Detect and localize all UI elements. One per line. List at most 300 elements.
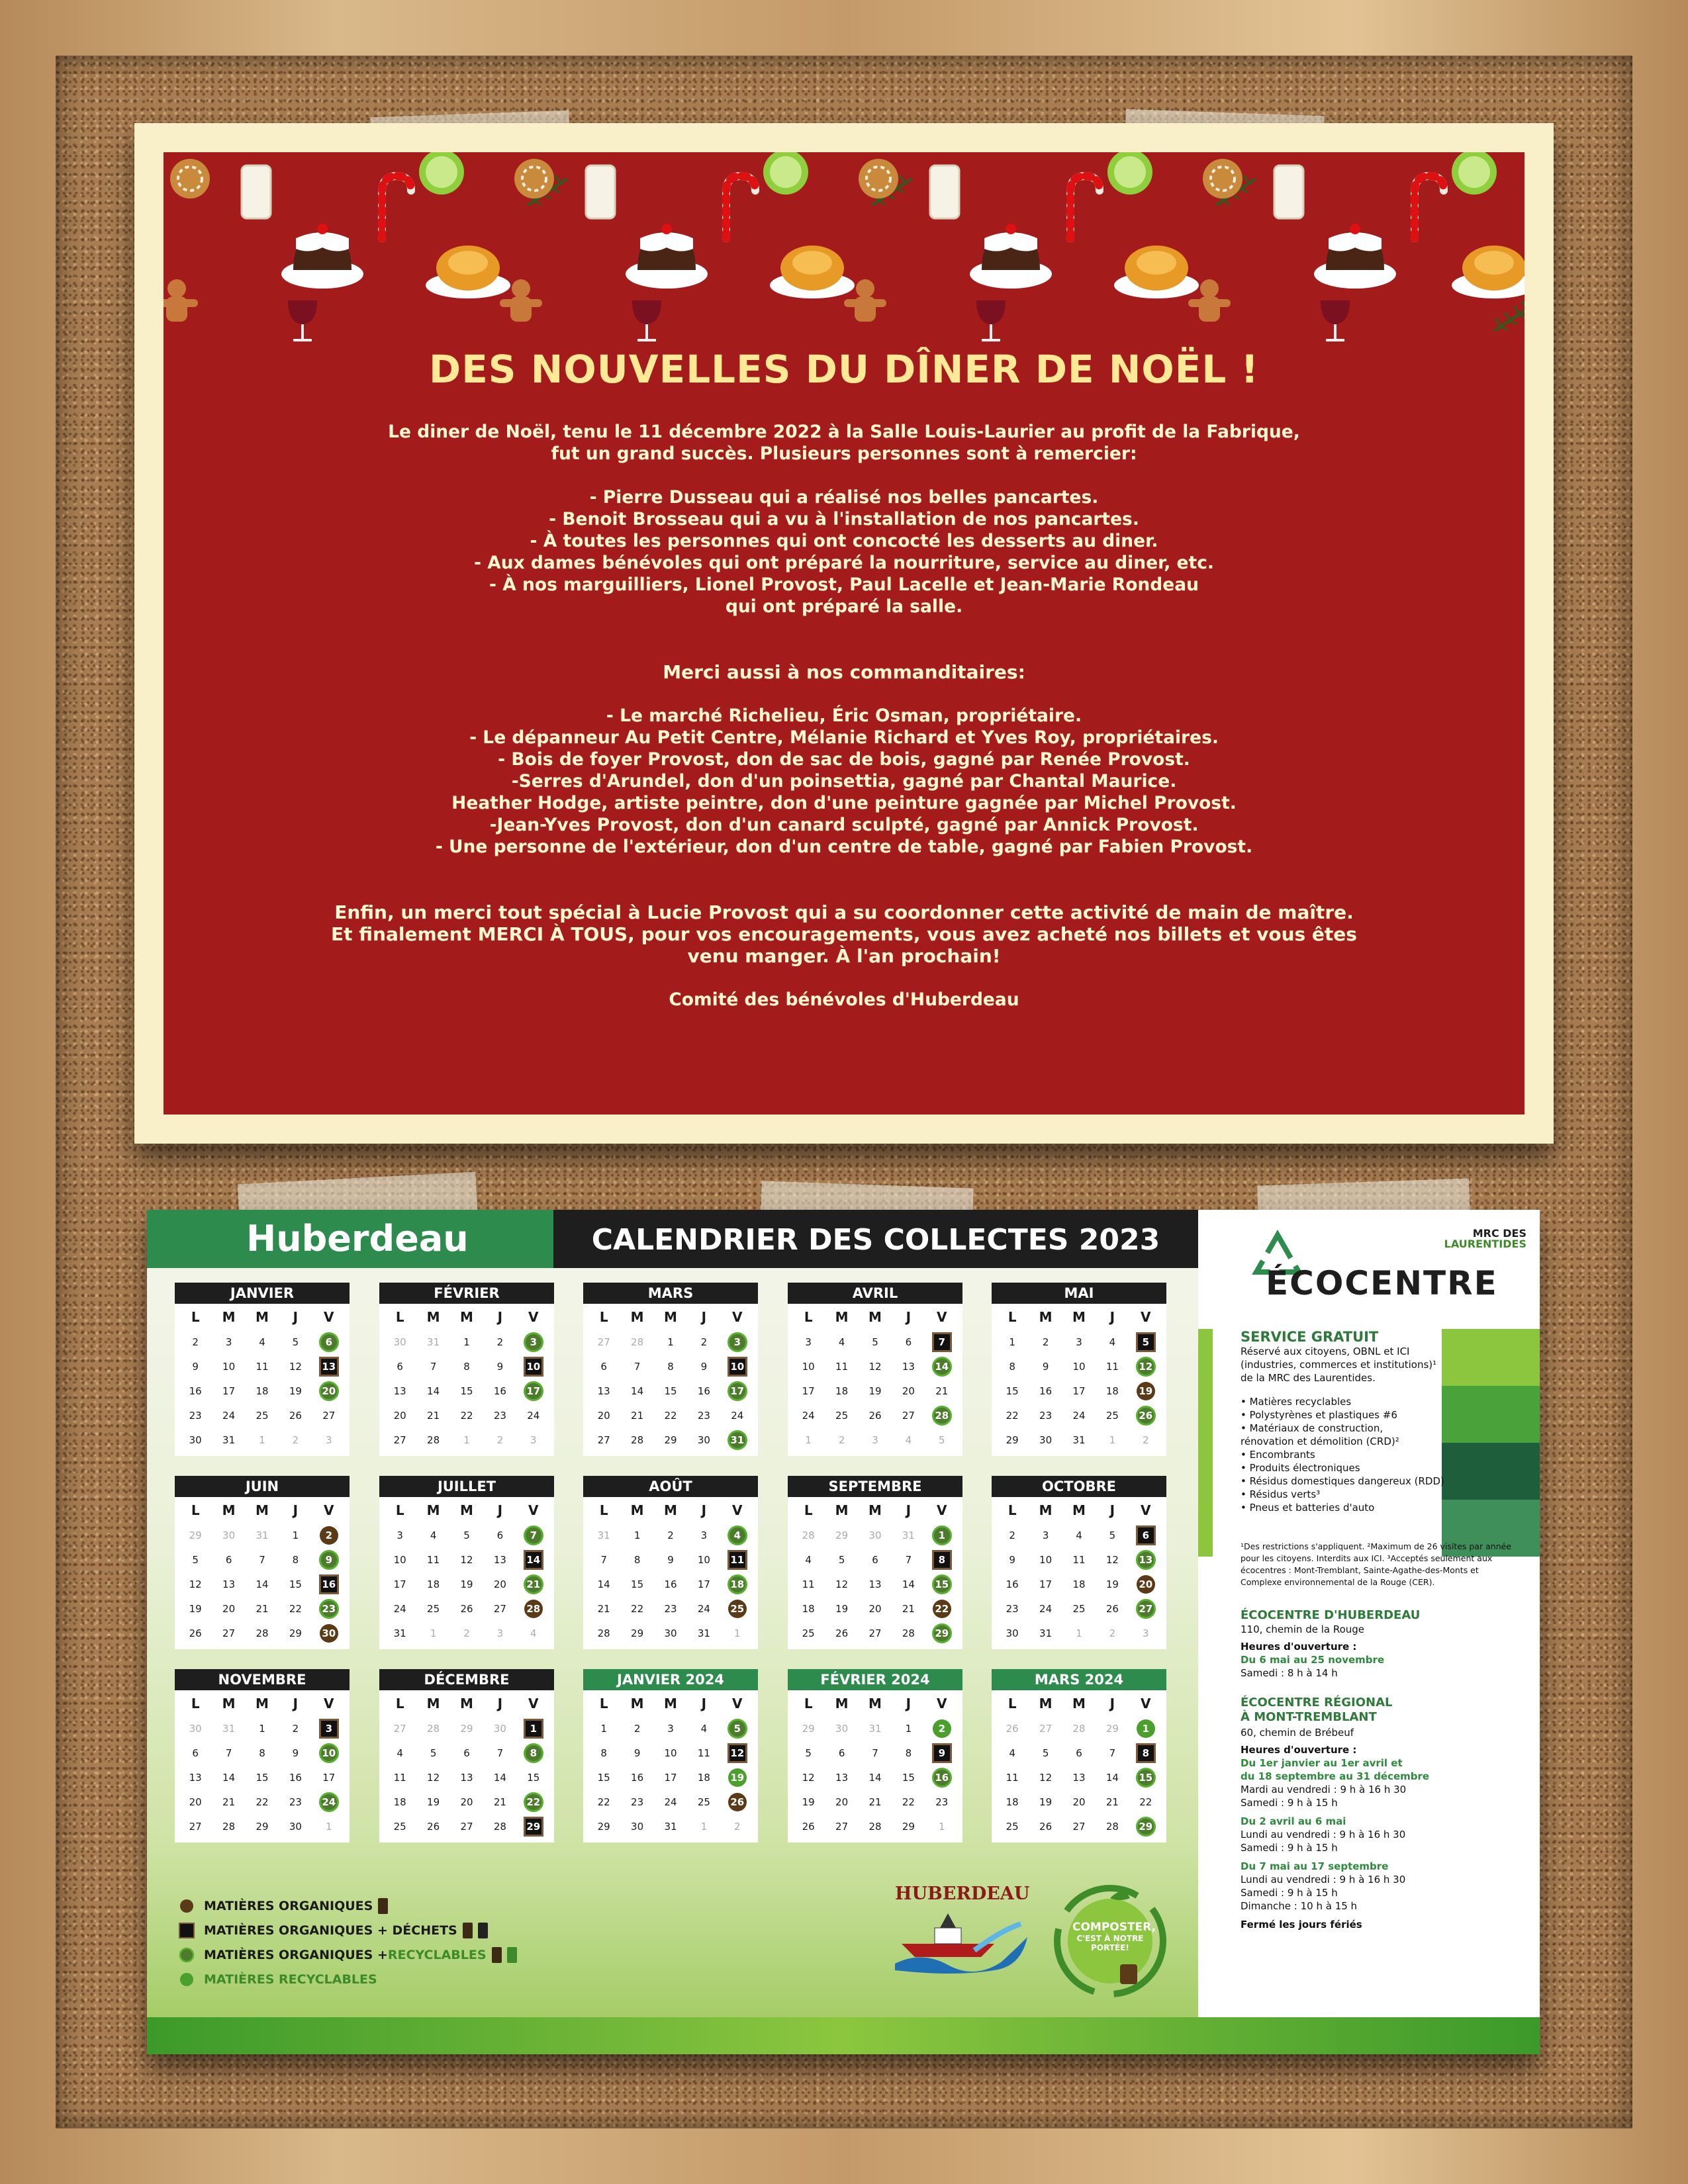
day-cell: 8 [905,1747,912,1759]
day-cell: 3 [805,1336,812,1348]
day-cell: 18 [1072,1578,1086,1590]
ecocentre-panel: MRC DES LAURENTIDES ÉCOCENTRE SERVICE GRATUIT Réservé aux citoyens, OBNL et ICI (industries, commerces et institutions)¹ de la MRC des Laurentides. • Matières recyclables • Polystyrènes et plastiques #6 • Matériaux de construction, rénovation et démolition (CRD)² • Encombrants • Produits électroniques • Résidus domestiques dangereux (RDD) • Résidus verts³ • Pneus et batteries d'auto ¹Des restrictions s'appliquent. ²Maximum de 26 visites par année pour les citoyens. Interdits aux ICI. ³Acceptés seulement aux écocentres : Mont-Tremblant, Sainte-Agathe-des-Monts et Complexe environnemental de la Rouge (CER). ÉCOCENTRE D'HUBERDEAU 110, chemin de la Rouge Heures d'ouverture : Du 6 mai au 25 novembre Samedi : 8 h à 14 h ÉCOCENTRE RÉGIONAL À MONT-TREMBLANT 60, chemin de Brébeuf Heures d'ouverture : Du 1er janvier au 1er avril et du 18 septembre au 31 décembre Mardi au vendredi : 9 h à 16 h 30 Samedi : 9 h à 15 h Du 2 avril au 6 mai Lundi au vendredi : 9 h à 16 h 30 Samedi : 9 h à 15 h Du 7 mai au 17 septembre Lundi au vendredi : 9 h à 16 h 30 Samedi : 9 h à 15 h Dimanche : 10 h à 15 h Fermé les jours fériés [1198,1210,1540,2054]
day-cell: 8 [1129,1741,1162,1765]
day-cell: 20 [460,1796,473,1808]
day-cell: 6 [225,1553,232,1566]
day-cell: 20 [902,1385,915,1397]
day-cell: 11 [802,1578,815,1590]
day-cell: 28 [902,1627,915,1639]
day-cell: 21 [256,1602,269,1615]
month-name: OCTOBRE [992,1476,1166,1497]
day-cell: 3 [312,1716,346,1741]
day-cell: 25 [1072,1602,1086,1615]
day-cell: 9 [292,1747,299,1759]
weekday-header: J [293,1502,299,1518]
day-cell: 21 [1105,1796,1119,1808]
day-cell: 17 [802,1385,815,1397]
day-cell: 1 [326,1820,332,1833]
day-cell: 5 [939,1433,945,1446]
day-cell: 6 [496,1529,504,1541]
weekday-header: J [293,1696,299,1711]
mrc-logo-text: MRC DES LAURENTIDES [1444,1227,1526,1250]
day-cell: 8 [600,1747,607,1759]
day-cell: 7 [496,1747,504,1759]
day-cell: 11 [697,1747,710,1759]
day-cell: 9 [667,1553,674,1566]
day-cell: 29 [631,1627,644,1639]
day-cell: 26 [721,1790,754,1814]
weekday-header: M [835,1696,849,1711]
day-cell: 12 [835,1578,849,1590]
day-cell: 22 [1139,1796,1152,1808]
day-cell: 9 [312,1547,346,1572]
appliance-category-swatch [1442,1386,1540,1443]
christmas-dinner-poster [134,123,1554,1144]
day-cell: 19 [427,1796,440,1808]
month-block [379,1283,554,1456]
day-cell: 24 [527,1409,540,1422]
day-cell: 2 [292,1722,299,1735]
month-block [583,1476,758,1649]
month-block [175,1476,350,1649]
day-cell: 12 [189,1578,202,1590]
day-cell: 28 [427,1722,440,1735]
day-cell: 9 [1042,1360,1049,1373]
day-cell: 28 [631,1433,644,1446]
month-name: JANVIER [175,1283,350,1304]
day-cell: 25 [835,1409,849,1422]
day-cell: 18 [1105,1385,1119,1397]
day-cell: 27 [393,1722,406,1735]
calendar-title: CALENDRIER DES COLLECTES 2023 [591,1223,1160,1257]
day-cell: 10 [802,1360,815,1373]
day-cell: 29 [925,1621,959,1645]
day-cell: 17 [322,1771,336,1784]
day-cell: 28 [631,1336,644,1348]
day-cell: 16 [631,1771,644,1784]
day-cell: 26 [1039,1820,1053,1833]
holiday-food-pattern [164,152,1524,341]
month-block [788,1283,962,1456]
day-cell: 1 [1076,1627,1082,1639]
day-cell: 7 [430,1360,437,1373]
day-cell: 4 [1109,1336,1116,1348]
huberdeau-logo: HUBERDEAU [895,1884,1027,1983]
day-cell: 14 [925,1354,959,1379]
day-cell: 30 [312,1621,346,1645]
day-cell: 17 [393,1578,406,1590]
day-cell: 2 [1109,1627,1116,1639]
poster-text-block [164,341,1524,1011]
day-cell: 1 [430,1627,437,1639]
day-cell: 14 [493,1771,506,1784]
day-cell: 24 [222,1409,236,1422]
weekday-header: V [732,1696,743,1711]
day-cell: 11 [1105,1360,1119,1373]
month-name: JUIN [175,1476,350,1497]
day-cell: 3 [721,1330,754,1354]
day-cell: 8 [667,1360,674,1373]
day-cell: 26 [868,1409,882,1422]
day-cell: 21 [902,1602,915,1615]
poster-title: DES NOUVELLES DU DÎNER DE NOËL ! [429,347,1259,392]
day-cell: 4 [721,1523,754,1547]
day-cell: 13 [1129,1547,1162,1572]
day-cell: 23 [289,1796,302,1808]
weekday-header: M [630,1309,644,1325]
collection-calendar [147,1210,1540,2054]
day-cell: 28 [1105,1820,1119,1833]
day-cell: 15 [664,1385,677,1397]
day-cell: 27 [902,1409,915,1422]
day-cell: 25 [256,1409,269,1422]
day-cell: 27 [597,1433,610,1446]
day-cell: 15 [1129,1765,1162,1790]
huberdeau-ecocentre-title: ÉCOCENTRE D'HUBERDEAU [1241,1608,1421,1622]
day-cell: 4 [397,1747,403,1759]
day-cell: 21 [868,1796,882,1808]
day-cell: 1 [667,1336,674,1348]
left-accent-bar [1198,1329,1213,1557]
weekday-header: L [395,1502,404,1518]
day-cell: 23 [1039,1409,1053,1422]
month-name: SEPTEMBRE [788,1476,962,1497]
month-name: AOÛT [583,1476,758,1497]
day-cell: 31 [393,1627,406,1639]
day-cell: 11 [256,1360,269,1373]
day-cell: 15 [256,1771,269,1784]
recycling-bin-icon [507,1947,517,1963]
day-cell: 4 [805,1553,812,1566]
day-cell: 9 [192,1360,199,1373]
day-cell: 5 [1042,1747,1049,1759]
day-cell: 27 [868,1627,882,1639]
day-cell: 25 [721,1596,754,1621]
month-block [379,1476,554,1649]
day-cell: 22 [631,1602,644,1615]
day-cell: 23 [189,1409,202,1422]
weekday-header: M [868,1696,882,1711]
day-cell: 30 [835,1722,849,1735]
month-name: DÉCEMBRE [379,1669,554,1690]
day-cell: 1 [292,1529,299,1541]
day-cell: 14 [256,1578,269,1590]
day-cell: 21 [631,1409,644,1422]
day-cell: 28 [597,1627,610,1639]
day-cell: 2 [1009,1529,1015,1541]
day-cell: 26 [189,1627,202,1639]
day-cell: 27 [835,1820,849,1833]
day-cell: 11 [721,1547,754,1572]
day-cell: 2 [734,1820,741,1833]
day-cell: 7 [633,1360,641,1373]
day-cell: 1 [734,1627,741,1639]
month-name: MARS 2024 [992,1669,1166,1690]
day-cell: 19 [868,1385,882,1397]
day-cell: 16 [664,1578,677,1590]
day-cell: 30 [1039,1433,1053,1446]
weekday-header: V [937,1502,947,1518]
day-cell: 30 [393,1336,406,1348]
day-cell: 13 [222,1578,236,1590]
day-cell: 4 [1009,1747,1015,1759]
recycling-category-swatch [1442,1329,1540,1386]
intro-line: fut un grand succès. Plusieurs personnes sont à remercier: [551,443,1137,464]
weekday-header: V [1141,1502,1151,1518]
day-cell: 30 [631,1820,644,1833]
day-cell: 9 [496,1360,504,1373]
day-cell: 4 [530,1627,537,1639]
sponsor-line: Heather Hodge, artiste peintre, don d'une peinture gagnée par Michel Provost. [451,793,1237,813]
closing-line: venu manger. À l'an prochain! [687,945,1001,967]
day-cell: 6 [397,1360,403,1373]
day-cell: 10 [312,1741,346,1765]
day-cell: 5 [430,1747,437,1759]
day-cell: 29 [289,1627,302,1639]
day-cell: 2 [496,1336,504,1348]
day-cell: 28 [256,1627,269,1639]
day-cell: 9 [1009,1553,1015,1566]
weekday-header: M [256,1696,269,1711]
day-cell: 22 [460,1409,473,1422]
day-cell: 22 [517,1790,550,1814]
weekday-header: J [497,1309,503,1325]
boat-wave-icon [895,1904,1027,1977]
day-cell: 1 [939,1820,945,1833]
day-cell: 18 [835,1385,849,1397]
day-cell: 13 [312,1354,346,1379]
day-cell: 17 [1039,1578,1053,1590]
weekday-header: J [701,1309,707,1325]
legend-item-recyclable: MATIÈRES RECYCLABLES [179,1972,377,1987]
weekday-header: M [1072,1696,1086,1711]
footnote: Complexe environnemental de la Rouge (CER). [1241,1577,1435,1587]
day-cell: 9 [633,1747,641,1759]
weekday-header: J [701,1696,707,1711]
day-cell: 29 [802,1722,815,1735]
month-name: AVRIL [788,1283,962,1304]
weekday-header: M [835,1309,849,1325]
weekday-header: M [664,1502,677,1518]
construction-category-swatch [1442,1443,1540,1500]
day-cell: 16 [312,1572,346,1596]
weekday-header: L [191,1502,200,1518]
day-cell: 28 [925,1403,959,1428]
month-name: MARS [583,1283,758,1304]
day-cell: 7 [259,1553,265,1566]
footnote: ¹Des restrictions s'appliquent. ²Maximum de 26 visites par année [1241,1541,1512,1551]
day-cell: 1 [517,1716,550,1741]
weekday-header: M [868,1309,882,1325]
day-cell: 23 [1006,1602,1019,1615]
sponsor-line: - Bois de foyer Provost, don de sac de bois, gagné par Renée Provost. [498,749,1190,770]
day-cell: 12 [1039,1771,1053,1784]
day-cell: 1 [633,1529,641,1541]
day-cell: 3 [225,1336,232,1348]
bottom-green-strip [147,2017,1540,2054]
weekday-header: M [630,1696,644,1711]
day-cell: 23 [493,1409,506,1422]
day-cell: 5 [721,1716,754,1741]
weekday-header: M [664,1309,677,1325]
ecocentre-brand: ÉCOCENTRE [1266,1264,1498,1302]
brown-circle-icon [179,1898,195,1914]
day-cell: 20 [312,1379,346,1403]
day-cell: 19 [835,1602,849,1615]
day-cell: 8 [925,1547,959,1572]
weekday-header: L [804,1696,813,1711]
day-cell: 8 [463,1360,470,1373]
day-cell: 2 [700,1336,708,1348]
day-cell: 26 [289,1409,302,1422]
day-cell: 12 [721,1741,754,1765]
poster-red-panel [164,152,1524,1115]
weekday-header: J [701,1502,707,1518]
day-cell: 28 [1072,1722,1086,1735]
day-cell: 3 [496,1627,504,1639]
day-cell: 21 [935,1385,949,1397]
day-cell: 25 [1006,1820,1019,1833]
day-cell: 20 [868,1602,882,1615]
material-item: • Matériaux de construction, [1241,1422,1383,1434]
day-cell: 10 [721,1354,754,1379]
day-cell: 27 [597,1336,610,1348]
weekday-header: M [630,1502,644,1518]
day-cell: 4 [700,1722,708,1735]
day-cell: 27 [393,1433,406,1446]
month-name: FÉVRIER [379,1283,554,1304]
weekday-header: V [732,1502,743,1518]
day-cell: 24 [802,1409,815,1422]
day-cell: 4 [259,1336,265,1348]
day-cell: 26 [427,1820,440,1833]
day-cell: 8 [1009,1360,1015,1373]
day-cell: 12 [868,1360,882,1373]
day-cell: 23 [631,1796,644,1808]
day-cell: 31 [664,1820,677,1833]
day-cell: 11 [393,1771,406,1784]
day-cell: 6 [600,1360,607,1373]
day-cell: 4 [905,1433,912,1446]
day-cell: 31 [868,1722,882,1735]
weekday-header: M [1039,1502,1053,1518]
day-cell: 22 [1006,1409,1019,1422]
material-item: • Résidus verts³ [1241,1488,1321,1500]
day-cell: 13 [868,1578,882,1590]
day-cell: 17 [517,1379,550,1403]
day-cell: 20 [493,1578,506,1590]
day-cell: 16 [697,1385,710,1397]
day-cell: 16 [289,1771,302,1784]
day-cell: 2 [1042,1336,1049,1348]
day-cell: 22 [256,1796,269,1808]
day-cell: 24 [1072,1409,1086,1422]
day-cell: 5 [838,1553,845,1566]
month-name: JANVIER 2024 [583,1669,758,1690]
compost-logo: COMPOSTER, C'EST À NOTRE PORTÉE! [1047,1878,1173,2004]
day-cell: 1 [1109,1433,1116,1446]
day-cell: 13 [1072,1771,1086,1784]
weekday-header: V [528,1696,539,1711]
day-cell: 5 [805,1747,812,1759]
day-cell: 10 [697,1553,710,1566]
organic-bin-icon [378,1898,388,1914]
sponsor-line: -Jean-Yves Provost, don d'un canard sculpté, gagné par Annick Provost. [489,815,1199,835]
day-cell: 5 [1109,1529,1116,1541]
day-cell: 27 [460,1820,473,1833]
day-cell: 17 [664,1771,677,1784]
day-cell: 12 [289,1360,302,1373]
day-cell: 5 [872,1336,878,1348]
day-cell: 19 [460,1578,473,1590]
day-cell: 1 [1129,1716,1162,1741]
day-cell: 20 [1072,1796,1086,1808]
day-cell: 2 [463,1627,470,1639]
day-cell: 31 [427,1336,440,1348]
day-cell: 3 [326,1433,332,1446]
day-cell: 6 [463,1747,470,1759]
day-cell: 29 [517,1814,550,1839]
day-cell: 8 [292,1553,299,1566]
day-cell: 6 [312,1330,346,1354]
day-cell: 16 [1039,1385,1053,1397]
day-cell: 12 [1129,1354,1162,1379]
day-cell: 16 [493,1385,506,1397]
weekday-header: M [222,1309,236,1325]
day-cell: 5 [192,1553,199,1566]
day-cell: 19 [721,1765,754,1790]
weekday-header: L [804,1502,813,1518]
day-cell: 16 [925,1765,959,1790]
day-cell: 2 [838,1433,845,1446]
month-block [992,1669,1166,1843]
service-title: SERVICE GRATUIT [1241,1329,1379,1345]
day-cell: 15 [289,1578,302,1590]
day-cell: 3 [700,1529,708,1541]
day-cell: 4 [838,1336,845,1348]
day-cell: 7 [225,1747,232,1759]
day-cell: 26 [1129,1403,1162,1428]
weekday-header: L [395,1309,404,1325]
day-cell: 11 [427,1553,440,1566]
day-cell: 1 [463,1433,470,1446]
day-cell: 6 [838,1747,845,1759]
green-circle-icon [179,1972,195,1987]
day-cell: 7 [1109,1747,1116,1759]
day-cell: 31 [721,1428,754,1452]
day-cell: 18 [697,1771,710,1784]
day-cell: 9 [700,1360,708,1373]
day-cell: 16 [189,1385,202,1397]
day-cell: 29 [835,1529,849,1541]
day-cell: 27 [1129,1596,1162,1621]
day-cell: 13 [835,1771,849,1784]
weekday-header: M [835,1502,849,1518]
month-name: FÉVRIER 2024 [788,1669,962,1690]
day-cell: 8 [259,1747,265,1759]
closing-line: Et finalement MERCI À TOUS, pour vos encouragements, vous avez acheté nos billets et vous êtes [331,923,1357,945]
day-cell: 3 [1143,1627,1149,1639]
month-block [992,1283,1166,1456]
day-cell: 1 [700,1820,708,1833]
town-banner [147,1210,553,1268]
day-cell: 24 [664,1796,677,1808]
day-cell: 15 [1006,1385,1019,1397]
day-cell: 30 [289,1820,302,1833]
day-cell: 18 [427,1578,440,1590]
day-cell: 15 [597,1771,610,1784]
day-cell: 31 [1072,1433,1086,1446]
